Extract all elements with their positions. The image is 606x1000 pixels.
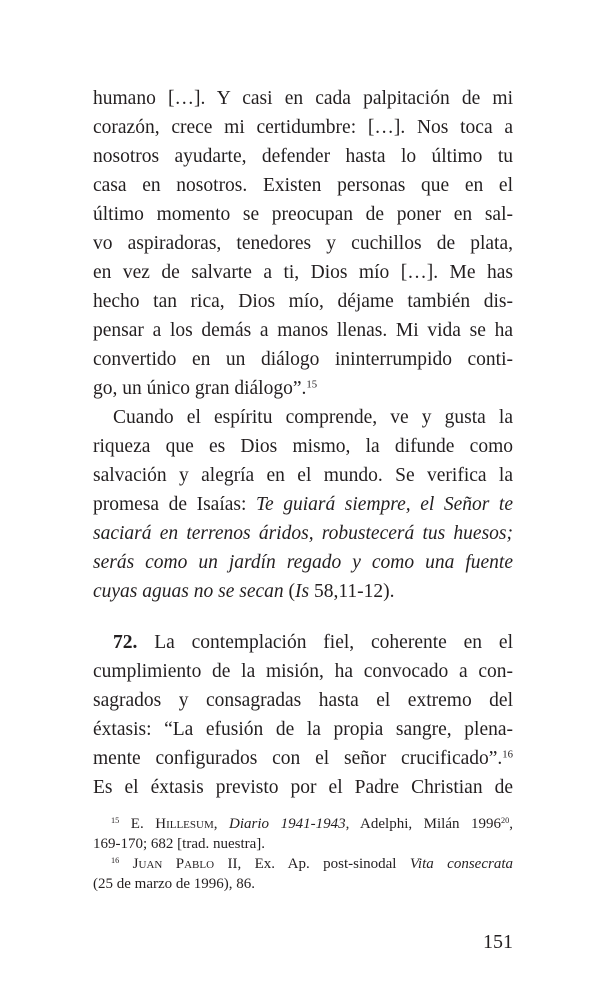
text-segment: La contemplación fiel, coherente en el: [137, 632, 513, 653]
text-segment: serás como un jardín regado y como una fuente: [93, 552, 513, 573]
text-line: [93, 374, 513, 403]
text-line: [93, 432, 513, 461]
text-segment: 58,11-12).: [309, 581, 395, 602]
text-segment: en vez de salvarte a ti, Dios mío […]. Me has: [93, 262, 513, 283]
text-segment: Vita consecrata: [409, 856, 513, 872]
text-line: [93, 345, 513, 374]
page-number: 151: [483, 931, 513, 953]
text-line: [93, 287, 513, 316]
text-line: [93, 200, 513, 229]
text-segment: saciará en terrenos áridos, robustecerá tus huesos;: [93, 523, 513, 544]
text-segment: Hillesum: [155, 816, 214, 832]
text-segment: (: [283, 581, 296, 602]
text-segment: Diario 1941-1943: [229, 816, 346, 832]
text-segment: casa en nosotros. Existen personas que en el: [93, 175, 513, 196]
text-segment: 72.: [113, 632, 138, 653]
text-segment: vo aspiradoras, tenedores y cuchillos de plata,: [93, 233, 513, 254]
text-segment: ,: [509, 816, 514, 832]
footnote-ref: 16: [111, 856, 120, 866]
text-line: [93, 577, 513, 606]
text-segment: riqueza que es Dios mismo, la difunde como: [93, 436, 513, 457]
text-line: [93, 403, 513, 432]
text-segment: go, un único gran diálogo”.: [93, 378, 307, 399]
text-line: [93, 519, 513, 548]
footnote-16: [93, 854, 513, 894]
text-segment: E.: [119, 816, 156, 832]
text-line: [93, 84, 513, 113]
text-line: [93, 258, 513, 287]
text-segment: éxtasis: “La efusión de la propia sangre, plena-: [93, 719, 513, 740]
text-segment: Cuando el espíritu comprende, ve y gusta la: [113, 407, 513, 428]
footnote-15: [93, 814, 513, 854]
text-segment: cumplimiento de la misión, ha convocado a con-: [93, 661, 513, 682]
text-segment: Es el éxtasis previsto por el Padre Christian de: [93, 777, 513, 798]
text-line: [93, 854, 513, 874]
text-segment: Is: [295, 581, 310, 602]
text-line: [93, 657, 513, 686]
text-line: [93, 142, 513, 171]
text-segment: [119, 856, 132, 872]
footnote-ref: 16: [502, 748, 513, 761]
text-segment: mente configurados con el señor crucificado”.: [93, 748, 503, 769]
text-line: [93, 686, 513, 715]
paragraph-cuando: [93, 403, 513, 606]
text-segment: ,: [213, 816, 230, 832]
text-line: [93, 229, 513, 258]
text-segment: 169-170; 682 [trad. nuestra].: [93, 836, 266, 852]
text-segment: salvación y alegría en el mundo. Se verifica la: [93, 465, 513, 486]
text-segment: (25 de marzo de 1996), 86.: [93, 876, 256, 892]
text-line: [93, 461, 513, 490]
text-segment: II, Ex. Ap. post-sinodal: [214, 856, 410, 872]
text-line: [93, 113, 513, 142]
text-segment: promesa de Isaías:: [93, 494, 256, 515]
text-line: [93, 874, 513, 894]
text-segment: nosotros ayudarte, defender hasta lo último tu: [93, 146, 513, 167]
paragraph-quote-continuation: [93, 84, 513, 403]
text-segment: , Adelphi, Milán 1996: [345, 816, 502, 832]
paragraph-72: [93, 628, 513, 802]
text-line: [93, 628, 513, 657]
text-line: [93, 834, 513, 854]
text-segment: pensar a los demás a manos llenas. Mi vida se ha: [93, 320, 513, 341]
footnote-ref: 15: [306, 378, 318, 391]
text-line: [93, 744, 513, 773]
text-line: [93, 171, 513, 200]
footnote-ref: 20: [501, 816, 510, 826]
page-body: [93, 84, 513, 894]
text-segment: Te guiará siempre, el Señor te: [255, 494, 513, 515]
text-line: [93, 814, 513, 834]
text-segment: cuyas aguas no se secan: [93, 581, 284, 602]
text-segment: último momento se preocupan de poner en sal-: [93, 204, 513, 225]
text-segment: corazón, crece mi certidumbre: […]. Nos toca a: [93, 117, 513, 138]
text-segment: hecho tan rica, Dios mío, déjame también dis-: [93, 291, 513, 312]
text-segment: sagrados y consagradas hasta el extremo del: [93, 690, 513, 711]
text-line: [93, 548, 513, 577]
text-line: [93, 316, 513, 345]
footnote-ref: 15: [111, 816, 120, 826]
text-segment: humano […]. Y casi en cada palpitación de mi: [93, 88, 513, 109]
text-line: [93, 773, 513, 802]
text-line: [93, 490, 513, 519]
text-segment: Juan Pablo: [132, 856, 215, 872]
text-segment: convertido en un diálogo ininterrumpido conti-: [93, 349, 513, 370]
text-line: [93, 715, 513, 744]
